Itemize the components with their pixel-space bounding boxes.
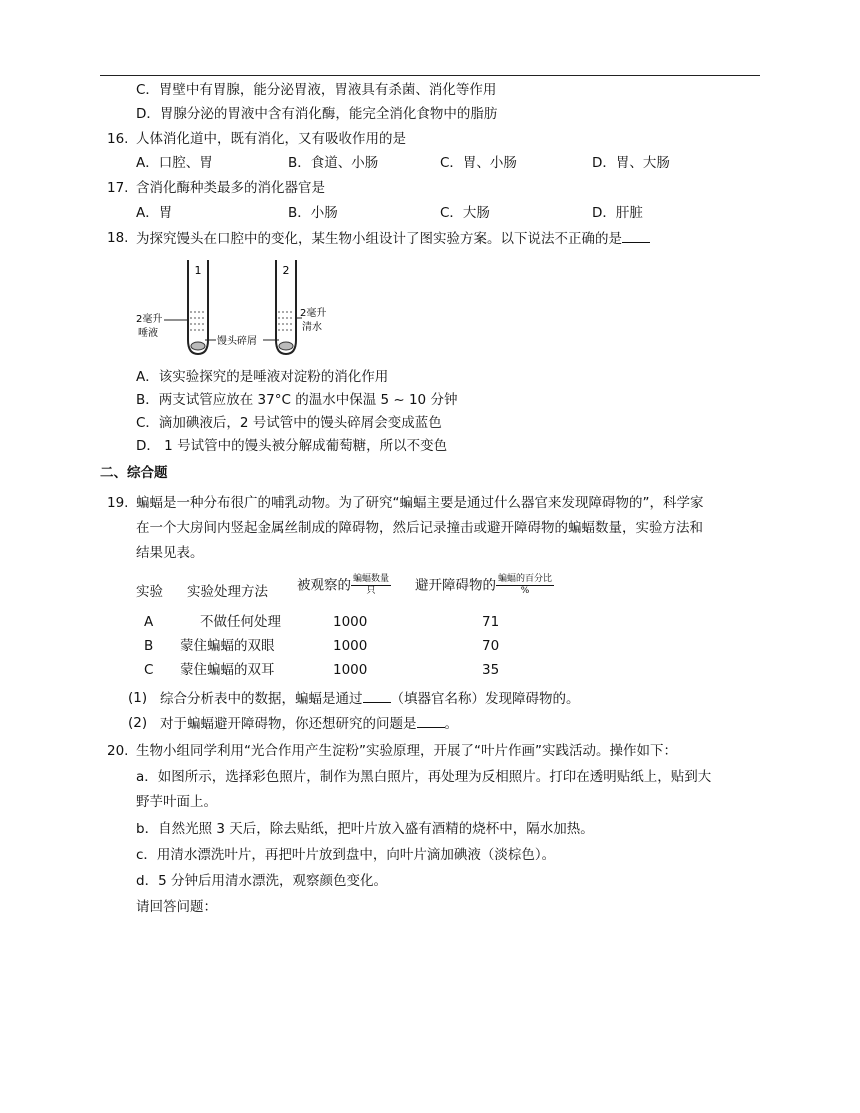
test-tube-figure xyxy=(130,256,327,360)
table-header-experiment: 实验 xyxy=(136,584,163,600)
q15-option-d: D．胃腺分泌的胃液中含有消化酶，能完全消化食物中的脂肪 xyxy=(136,106,498,122)
q18-option-a: A．该实验探究的是唾液对淀粉的消化作用 xyxy=(136,369,389,385)
water-amount-label: 2毫升 xyxy=(300,308,327,319)
q19-number: 19. xyxy=(107,495,129,511)
answer-blank xyxy=(622,228,650,243)
q16-stem: 人体消化道中，既有消化，又有吸收作用的是 xyxy=(136,131,406,147)
table-cell-method: 不做任何处理 xyxy=(200,614,281,630)
header-rule xyxy=(100,75,760,76)
table-cell-count: 1000 xyxy=(333,662,368,678)
table-cell-exp: C xyxy=(144,662,154,678)
q17-option-d: D．肝脏 xyxy=(592,205,643,221)
table-cell-percent: 35 xyxy=(482,662,500,678)
q20-stem: 生物小组同学利用“光合作用产生淀粉”实验原理，开展了“叶片作画”实践活动。操作如下： xyxy=(136,743,677,759)
q16-option-a: A．口腔、胃 xyxy=(136,155,213,171)
q19-line-3: 结果见表。 xyxy=(136,545,204,561)
answer-blank xyxy=(417,713,445,728)
table-cell-method: 蒙住蝙蝠的双眼 xyxy=(180,638,275,654)
q20-prompt: 请回答问题： xyxy=(136,899,217,915)
table-cell-method: 蒙住蝙蝠的双耳 xyxy=(180,662,275,678)
q20-number: 20. xyxy=(107,743,129,759)
q19-sub2-number: (2) xyxy=(128,715,148,731)
table-cell-percent: 71 xyxy=(482,614,500,630)
table-cell-exp: B xyxy=(144,638,154,654)
q17-option-b: B．小肠 xyxy=(288,205,338,221)
q19-sub1: 综合分析表中的数据，蝙蝠是通过 （填器官名称）发现障碍物的。 xyxy=(160,688,580,709)
q17-stem: 含消化酶种类最多的消化器官是 xyxy=(136,180,325,196)
q15-option-c: C．胃壁中有胃腺，能分泌胃液，胃液具有杀菌、消化等作用 xyxy=(136,82,497,98)
q17-option-c: C．大肠 xyxy=(440,205,490,221)
q20-step-c: c．用清水漂洗叶片，再把叶片放到盘中，向叶片滴加碘液（淡棕色）。 xyxy=(136,847,556,863)
water-label: 清水 xyxy=(302,322,322,333)
table-header-method: 实验处理方法 xyxy=(187,584,268,600)
q17-number: 17. xyxy=(107,180,129,196)
saliva-amount-label: 2毫升 xyxy=(136,314,163,325)
q17-option-a: A．胃 xyxy=(136,205,173,221)
q20-step-b: b．自然光照 3 天后，除去贴纸，把叶片放入盛有酒精的烧杯中，隔水加热。 xyxy=(136,821,594,837)
table-cell-percent: 70 xyxy=(482,638,500,654)
q20-step-a-line2: 野芋叶面上。 xyxy=(136,794,217,810)
q19-line-2: 在一个大房间内竖起金属丝制成的障碍物，然后记录撞击或避开障碍物的蝙蝠数量，实验方法和 xyxy=(136,520,703,536)
q16-number: 16. xyxy=(107,131,129,147)
table-cell-count: 1000 xyxy=(333,614,368,630)
table-cell-count: 1000 xyxy=(333,638,368,654)
tube-2-label: 2 xyxy=(282,264,290,277)
q19-sub2: 对于蝙蝠避开障碍物，你还想研究的问题是 。 xyxy=(160,713,458,734)
q19-sub1-number: (1) xyxy=(128,690,148,706)
q16-option-d: D．胃、大肠 xyxy=(592,155,670,171)
q20-step-d: d．5 分钟后用清水漂洗，观察颜色变化。 xyxy=(136,873,387,889)
q18-number: 18. xyxy=(107,230,129,246)
table-header-count: 被观察的 $\frac{\text{蝙蝠数量}}{\text{只}}$ xyxy=(297,574,390,596)
q18-option-b: B．两支试管应放在 37°C 的温水中保温 5 ~ 10 分钟 xyxy=(136,392,458,408)
tube-1-label: 1 xyxy=(194,264,202,277)
section-heading: 二、综合题 xyxy=(100,465,168,481)
q18-option-c: C．滴加碘液后，2 号试管中的馒头碎屑会变成蓝色 xyxy=(136,415,442,431)
table-header-percent: 避开障碍物的 $\frac{\text{蝙蝠的百分比}}{\%}$ xyxy=(415,574,553,596)
q16-option-b: B．食道、小肠 xyxy=(288,155,379,171)
q16-option-c: C．胃、小肠 xyxy=(440,155,517,171)
q18-option-d: D． 1 号试管中的馒头被分解成葡萄糖，所以不变色 xyxy=(136,438,448,454)
q20-step-a-line1: a．如图所示，选择彩色照片，制作为黑白照片，再处理为反相照片。打印在透明贴纸上，贴到大 xyxy=(136,769,712,785)
q18-stem: 为探究馒头在口腔中的变化，某生物小组设计了图实验方案。以下说法不正确的是 xyxy=(136,228,650,249)
saliva-label: 唾液 xyxy=(138,328,158,339)
q19-line-1: 蝙蝠是一种分布很广的哺乳动物。为了研究“蝙蝠主要是通过什么器官来发现障碍物的”，科学家 xyxy=(136,495,704,511)
answer-blank xyxy=(363,688,391,703)
bread-crumbs-label: 馒头碎屑 xyxy=(217,336,257,347)
table-cell-exp: A xyxy=(144,614,154,630)
